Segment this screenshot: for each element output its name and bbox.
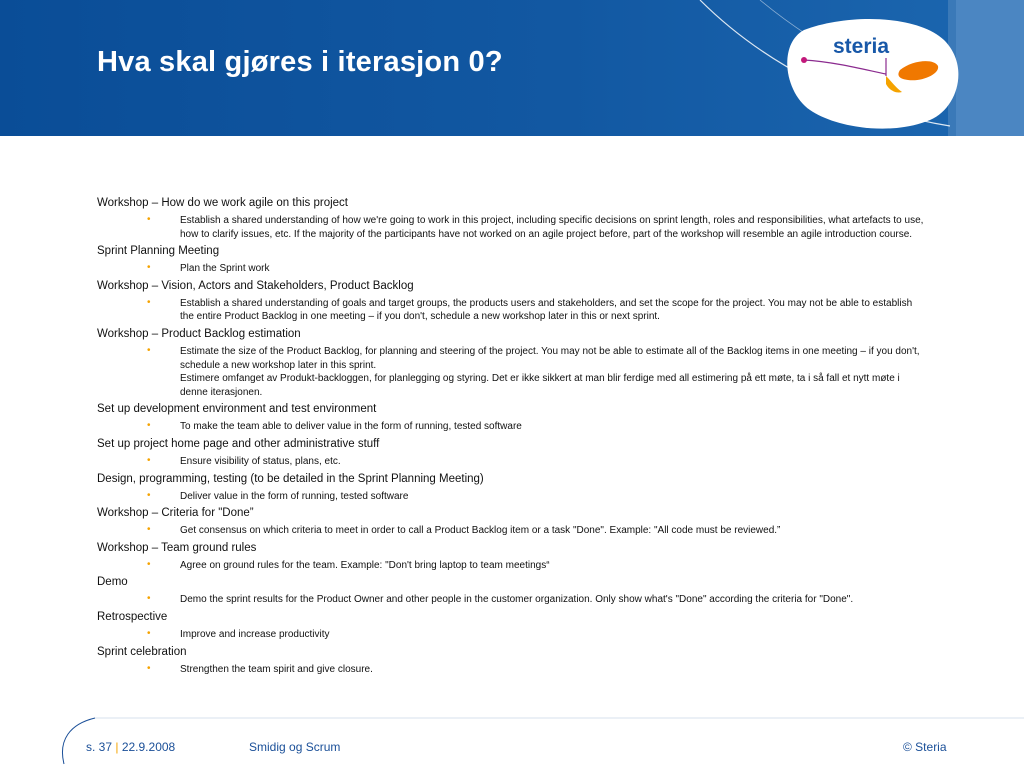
- agenda-item-detail-text: Estimate the size of the Product Backlog, for planning and steering of the project. You may not be able to estimate all of the Backlog items in one meeting – if you don't, schedule a new workshop later in this sprint.: [180, 345, 920, 371]
- agenda-item-detail-text: Deliver value in the form of running, tested software: [180, 490, 409, 502]
- bullet-icon: •: [147, 262, 151, 274]
- agenda-item-detail: [97, 663, 925, 677]
- bullet-icon: •: [147, 558, 151, 570]
- bullet-icon: •: [147, 662, 151, 674]
- agenda-item-detail: [97, 345, 925, 399]
- agenda-item-title: Workshop – How do we work agile on this project: [97, 197, 348, 209]
- footer-page-number: s. 37: [86, 740, 113, 754]
- bullet-icon: •: [147, 627, 151, 639]
- agenda-item-title: Workshop – Team ground rules: [97, 541, 257, 554]
- agenda-item-detail: [97, 297, 925, 324]
- agenda-item-detail-text: Agree on ground rules for the team. Example: "Don't bring laptop to team meetings“: [180, 559, 550, 571]
- bullet-icon: •: [147, 593, 151, 605]
- agenda-list: [97, 195, 925, 678]
- agenda-item-detail: [97, 455, 925, 469]
- bullet-icon: •: [147, 344, 151, 356]
- agenda-item-detail-text: Plan the Sprint work: [180, 263, 270, 275]
- agenda-item-title: Design, programming, testing (to be detailed in the Sprint Planning Meeting): [97, 472, 484, 485]
- agenda-item-detail: [97, 214, 925, 241]
- bullet-icon: •: [147, 420, 151, 432]
- footer-page-info: [86, 740, 175, 754]
- agenda-item-detail-text: Get consensus on which criteria to meet in order to call a Product Backlog item or a task "Done". Example: "All code must be reviewed.”: [180, 525, 781, 537]
- slide-title: Hva skal gjøres i iterasjon 0?: [97, 46, 503, 78]
- agenda-item-detail: [97, 559, 925, 573]
- bullet-icon: •: [147, 524, 151, 536]
- logo-wordmark: steria: [833, 35, 890, 58]
- footer-topic: Smidig og Scrum: [249, 740, 341, 754]
- agenda-item-title: Workshop – Vision, Actors and Stakeholders, Product Backlog: [97, 279, 414, 292]
- bullet-icon: •: [147, 454, 151, 466]
- agenda-item-detail-text: Improve and increase productivity: [180, 628, 330, 640]
- agenda-item-detail: [97, 420, 925, 434]
- agenda-item-detail: [97, 262, 925, 276]
- bullet-icon: •: [147, 296, 151, 308]
- agenda-item-title: Set up project home page and other administrative stuff: [97, 437, 380, 450]
- agenda-item-detail-text: Demo the sprint results for the Product Owner and other people in the customer organization. Only show what's "Done" according the criteria for "Done".: [180, 594, 854, 606]
- agenda-item-title: Workshop – Criteria for "Done”: [97, 507, 254, 520]
- agenda-item-detail: [97, 593, 925, 607]
- slide-header: [0, 0, 1024, 136]
- agenda-item-detail-text: Strengthen the team spirit and give closure.: [180, 663, 373, 675]
- agenda-item-detail: [97, 490, 925, 504]
- bullet-icon: •: [147, 214, 151, 225]
- agenda-item-detail-text: Estimere omfanget av Produkt-backloggen, for planlegging og styring. Det er ikke sikkert at man blir ferdige med all estimering på ett møte, ta i så fall et nytt møte i denne iterasjonen.: [180, 373, 900, 398]
- bullet-icon: •: [147, 489, 151, 501]
- agenda-item-detail: [97, 524, 925, 538]
- agenda-item-title: Workshop – Product Backlog estimation: [97, 327, 301, 340]
- agenda-item-detail-text: Establish a shared understanding of how we're going to work in this project, including specific decisions on sprint length, roles and responsibilities, what artefacts to use, how to clarify issues, etc. If the majority of the participants have not worked on an agile project before, part of the workshop will resemble an agile introduction course.: [180, 215, 924, 240]
- footer-separator: |: [115, 740, 119, 754]
- agenda-item-detail-text: Establish a shared understanding of goals and target groups, the products users and stakeholders, and set the scope for the project. You may not be able to establish the entire Product Backlog in one meeting – if you don't, schedule a new workshop later in this or next sprint.: [180, 297, 913, 323]
- agenda-item-detail-text: To make the team able to deliver value in the form of running, tested software: [180, 421, 522, 433]
- agenda-item-title: Demo: [97, 576, 128, 589]
- agenda-item-title: Sprint celebration: [97, 645, 187, 658]
- agenda-item-title: Set up development environment and test environment: [97, 403, 377, 416]
- agenda-item-detail: [97, 628, 925, 642]
- footer-date: 22.9.2008: [121, 740, 176, 754]
- agenda-item-title: Retrospective: [97, 610, 168, 623]
- footer-copyright: © Steria: [903, 740, 947, 754]
- agenda-item-title: Sprint Planning Meeting: [97, 245, 220, 258]
- agenda-item-detail-text: Ensure visibility of status, plans, etc.: [180, 455, 341, 467]
- steria-logo: [686, 0, 986, 136]
